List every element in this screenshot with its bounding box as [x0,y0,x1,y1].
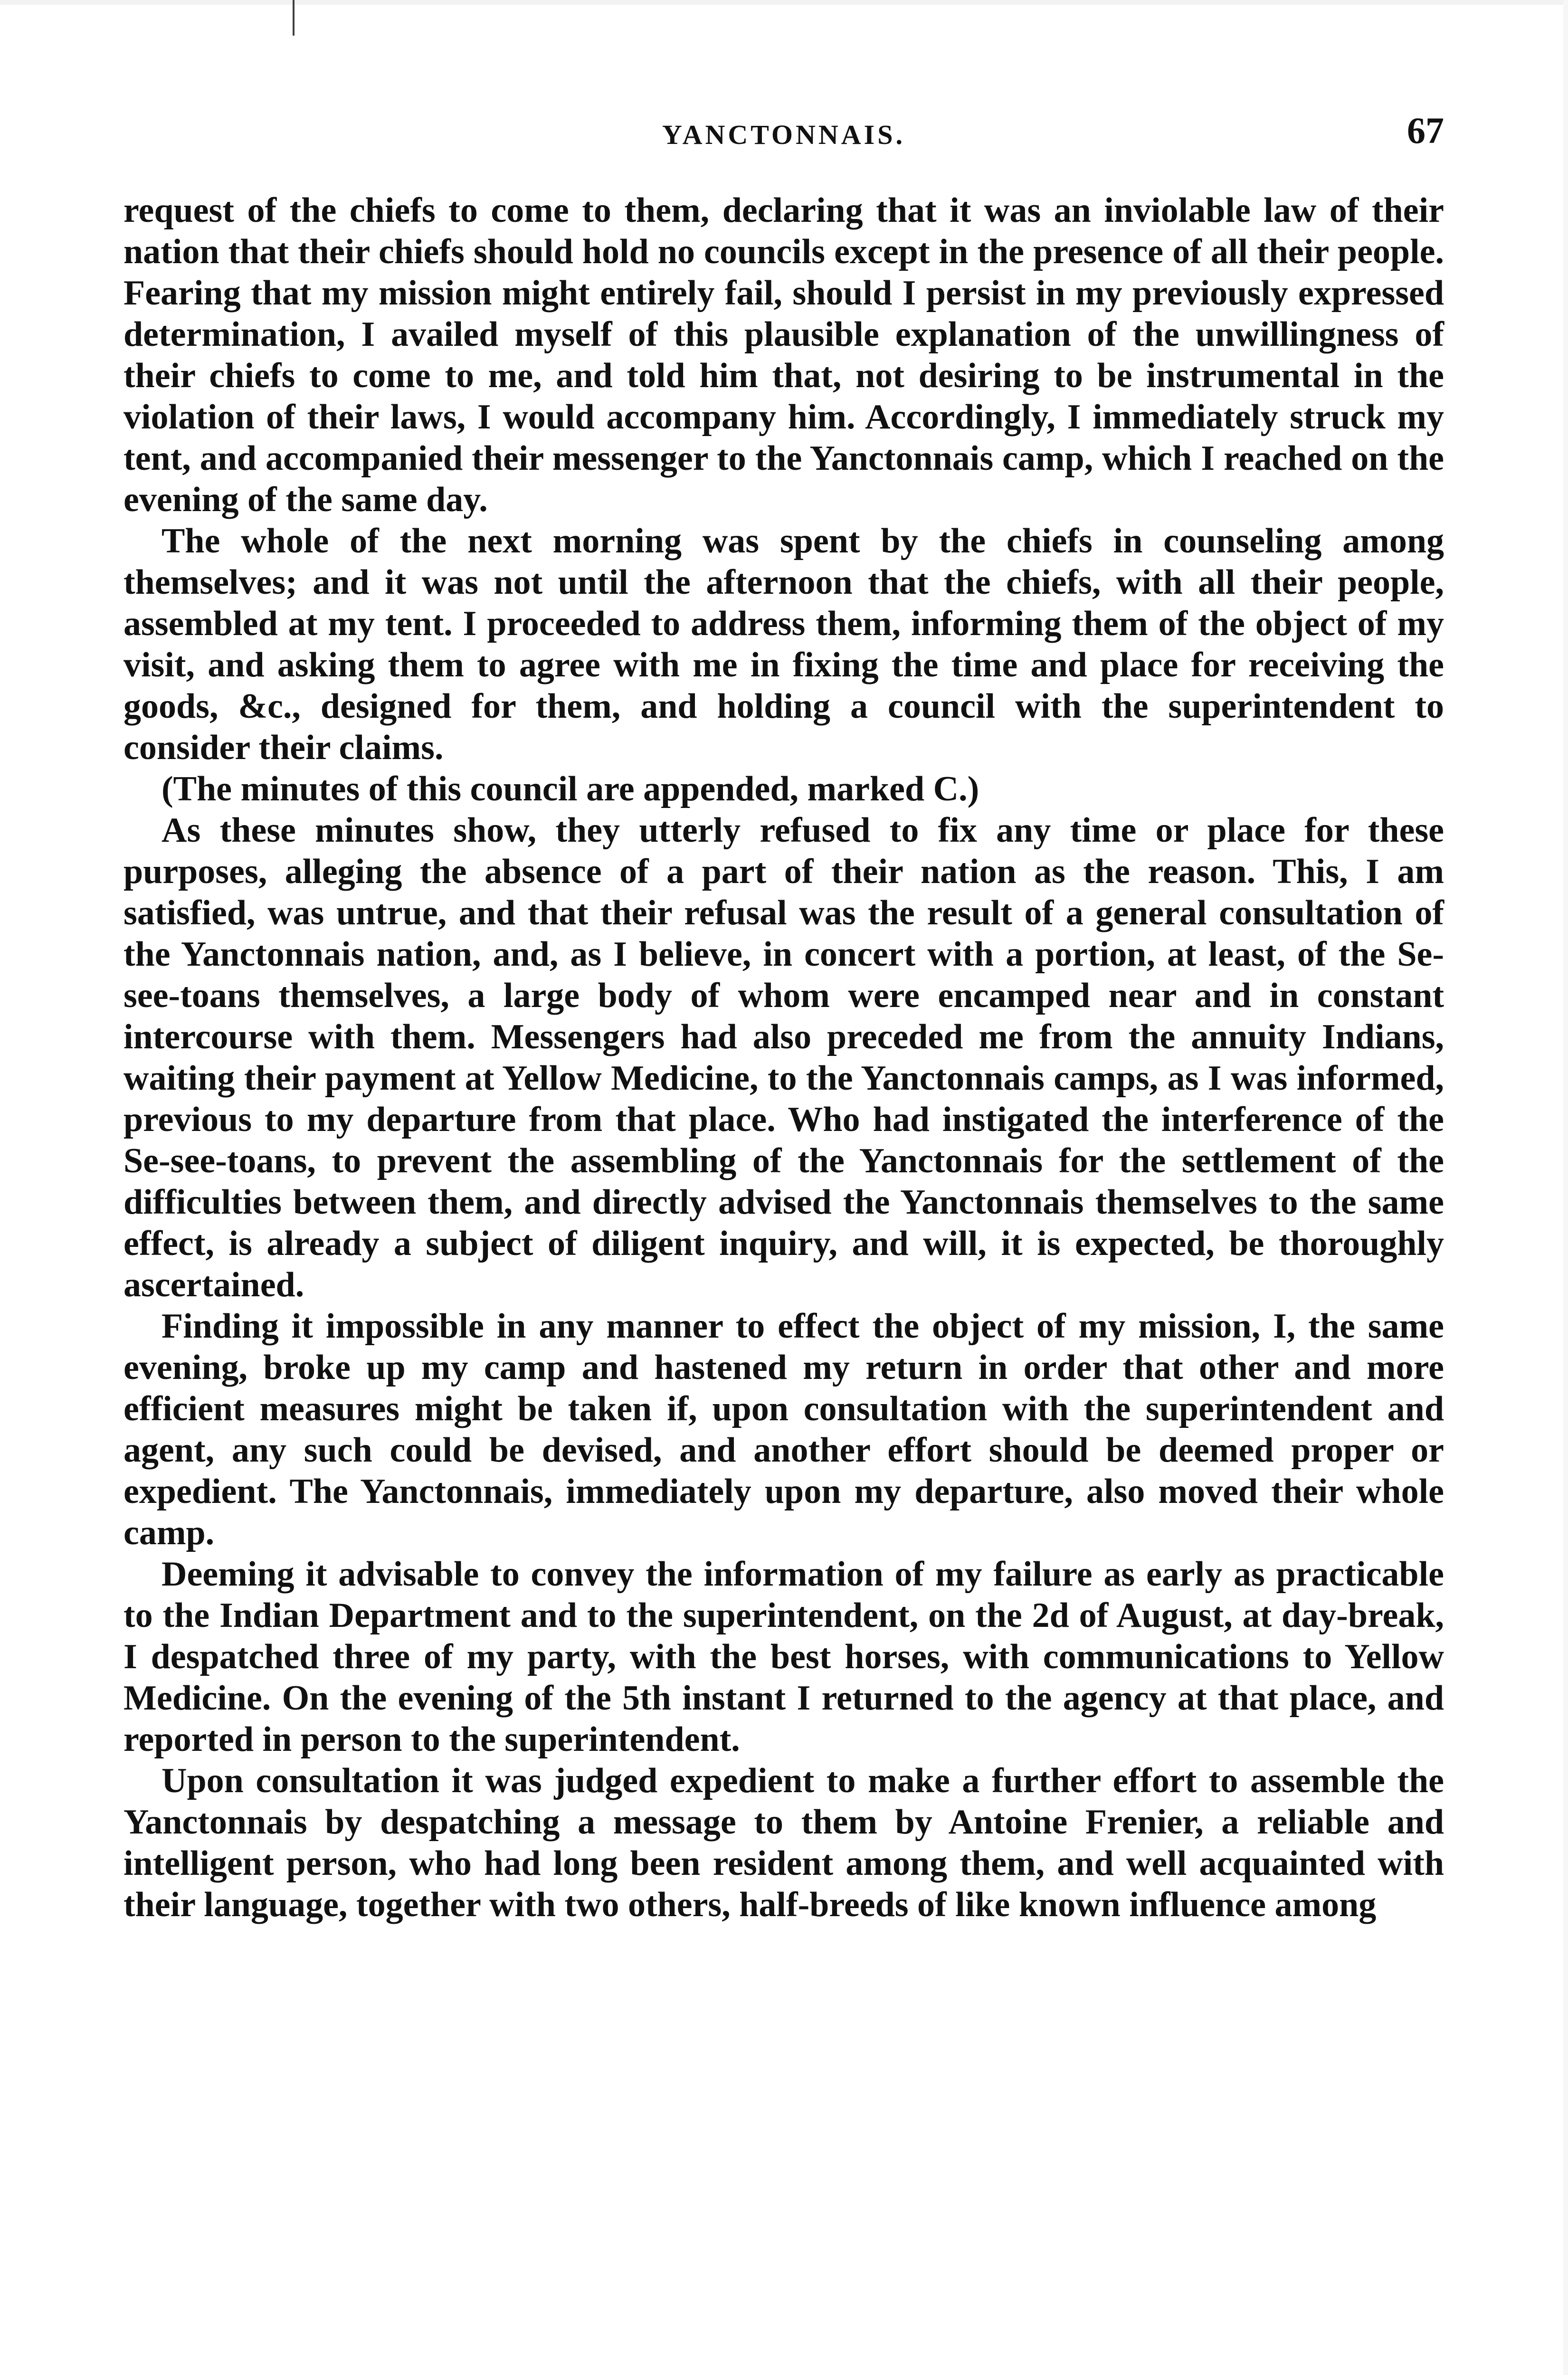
body-text [124,190,1444,1926]
gutter-line [293,0,295,36]
scan-edge-right [1563,0,1568,2375]
page-number: 67 [1407,110,1444,151]
paragraph-6: Deeming it advisable to convey the information of my failure as early as practicable to the Indian Department and to the superintendent, on the 2d of August, at day-break, I despatched three of my party, with the best horses, with communications to Yellow Medicine. On the evening of the 5th instant I returned to the agency at that place, and reported in person to the superintendent. [124,1555,1444,1759]
scan-edge-top [0,0,1568,5]
paragraph-4: As these minutes show, they utterly refused to fix any time or place for these purposes, alleging the absence of a part of their nation as the reason. This, I am satisfied, was untrue, and that their refusal was the result of a general consultation of the Yanctonnais nation, and, as I believe, in concert with a portion, at least, of the Se-see-toans themselves, a large body of whom were encamped near and in constant intercourse with them. Messengers had also preceded me from the annuity Indians, waiting their payment at Yellow Medicine, to the Yanctonnais camps, as I was informed, previous to my departure from that place. Who had instigated the interference of the Se-see-toans, to prevent the assembling of the Yanctonnais for the settlement of the difficulties between them, and directly advised the Yanctonnais themselves to the same effect, is already a subject of diligent inquiry, and will, it is expected, be thoroughly ascertained. [124,811,1444,1304]
paragraph-5: Finding it impossible in any manner to effect the object of my mission, I, the same evening, broke up my camp and hastened my return in order that other and more efficient measures might be taken if, upon consultation with the superintendent and agent, any such could be devised, and another effort should be deemed proper or expedient. The Yanctonnais, immediately upon my departure, also moved their whole camp. [124,1307,1444,1552]
document-page [124,90,1444,2375]
running-head [124,90,1444,162]
paragraph-3: (The minutes of this council are appended, marked C.) [162,770,979,808]
paragraph-2: The whole of the next morning was spent by the chiefs in counseling among themselves; and it was not until the afternoon that the chiefs, with all their people, assembled at my tent. I proceeded to address them, informing them of the object of my visit, and asking them to agree with me in fixing the time and place for receiving the goods, &c., designed for them, and holding a council with the superintendent to consider their claims. [124,522,1444,767]
paragraph-1: request of the chiefs to come to them, declaring that it was an inviolable law of their nation that their chiefs should hold no councils except in the presence of all their people. Fearing that my mission might entirely fail, should I persist in my previously expressed determination, I availed myself of this plausible explanation of the unwillingness of their chiefs to come to me, and told him that, not desiring to be instrumental in the violation of their laws, I would accompany him. Accordingly, I immediately struck my tent, and accompanied their messenger to the Yanctonnais camp, which I reached on the evening of the same day. [124,191,1444,519]
paragraph-7: Upon consultation it was judged expedient to make a further effort to assemble the Yanctonnais by despatching a message to them by Antoine Frenier, a reliable and intelligent person, who had long been resident among them, and well acquainted with their language, together with two others, half-breeds of like known influence among [124,1761,1444,1924]
running-title: YANCTONNAIS. [662,119,905,150]
